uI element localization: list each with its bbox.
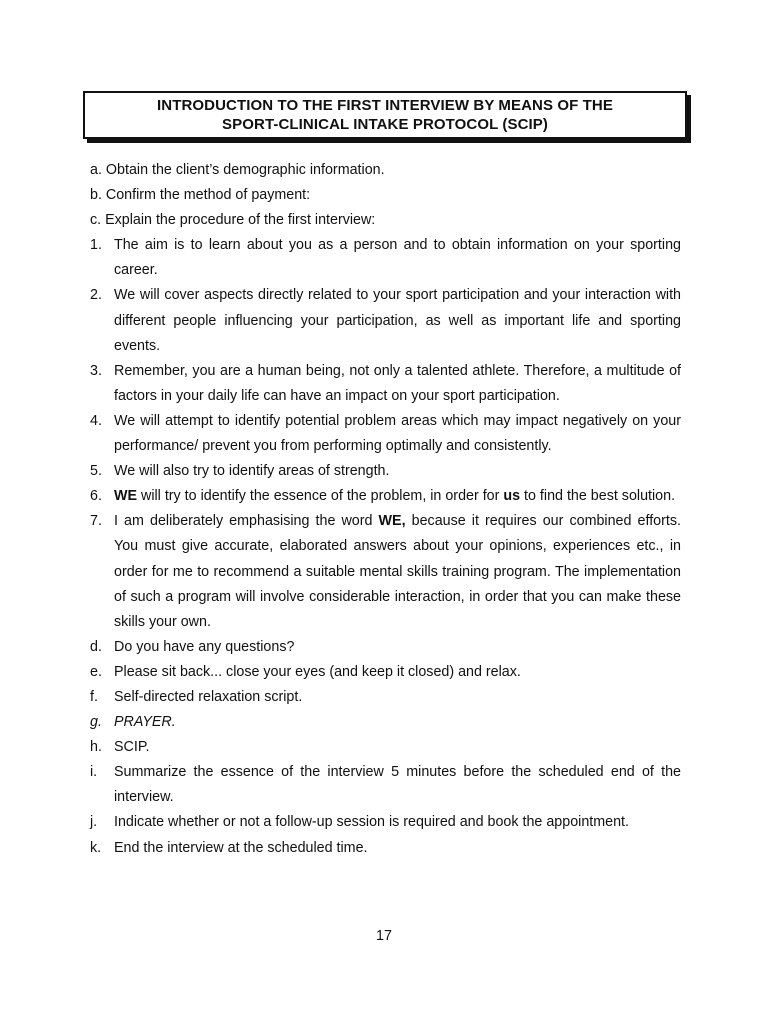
letter-item-i bbox=[90, 760, 681, 810]
letter-item-g bbox=[90, 710, 681, 735]
item-text: Summarize the essence of the interview 5 minutes before the scheduled end of the interview. bbox=[114, 764, 681, 806]
list-item-1 bbox=[90, 233, 681, 283]
letter-item-h bbox=[90, 735, 681, 760]
item-label: 5. bbox=[90, 463, 102, 480]
intro-item-a: a. Obtain the client’s demographic information. bbox=[90, 162, 385, 178]
list-item-3 bbox=[90, 359, 681, 409]
item-text: SCIP. bbox=[114, 739, 150, 756]
item-label: 7. bbox=[90, 513, 102, 530]
item-label: i. bbox=[90, 764, 98, 781]
item-text: Self-directed relaxation script. bbox=[114, 688, 303, 705]
item-text: End the interview at the scheduled time. bbox=[114, 839, 368, 856]
list-item-2 bbox=[90, 283, 681, 358]
intro-item-c: c. Explain the procedure of the first interview: bbox=[90, 212, 376, 229]
title-line-1: INTRODUCTION TO THE FIRST INTERVIEW BY MEANS OF THE bbox=[157, 97, 613, 114]
letter-item-d bbox=[90, 635, 681, 660]
item-label: 1. bbox=[90, 237, 102, 254]
item-label: g. bbox=[90, 714, 102, 731]
item-text: WE will try to identify the essence of the problem, in order for us to find the best solution. bbox=[114, 488, 676, 505]
item-label: 6. bbox=[90, 488, 102, 505]
emphasis-we: WE bbox=[114, 488, 138, 505]
item-label: j. bbox=[90, 814, 98, 831]
item-text: Do you have any questions? bbox=[114, 638, 295, 655]
item-label: k. bbox=[90, 839, 102, 856]
document-body bbox=[90, 158, 681, 861]
emphasis-us: us bbox=[503, 488, 521, 505]
item-text: Remember, you are a human being, not only a talented athlete. Therefore, a multitude of factors in your daily life can have an impact on your sport participation. bbox=[114, 362, 681, 404]
title-box bbox=[83, 91, 687, 139]
letter-item-f bbox=[90, 685, 681, 710]
letter-item-e bbox=[90, 660, 681, 685]
letter-item-k bbox=[90, 836, 681, 861]
item-label: d. bbox=[90, 638, 102, 655]
item-label: 4. bbox=[90, 412, 102, 429]
item-label: h. bbox=[90, 739, 102, 756]
emphasis-we: WE, bbox=[378, 513, 406, 530]
item-label: f. bbox=[90, 688, 98, 705]
item-text: I am deliberately emphasising the word WE, because it requires our combined efforts. You must give accurate, elaborated answers about your opinions, experiences etc., in order for me to recommend a suitable mental skills training program. The implementation of such a program will involve considerable interaction, in order that you can make these skills your own. bbox=[114, 513, 681, 630]
item-text: We will attempt to identify potential problem areas which may impact negatively on your performance/ prevent you from performing optimally and consistently. bbox=[114, 412, 681, 455]
item-text: PRAYER. bbox=[114, 714, 176, 731]
list-item-5 bbox=[90, 459, 681, 484]
letter-item-j bbox=[90, 810, 681, 835]
page-number: 17 bbox=[376, 928, 392, 944]
item-text: We will also try to identify areas of strength. bbox=[114, 463, 390, 480]
list-item-4 bbox=[90, 409, 681, 459]
item-label: 3. bbox=[90, 362, 102, 379]
item-text: We will cover aspects directly related to your sport participation and your interaction with different people influencing your participation, as well as important life and sporting events. bbox=[114, 287, 681, 354]
item-label: e. bbox=[90, 663, 102, 680]
title-line-2: SPORT-CLINICAL INTAKE PROTOCOL (SCIP) bbox=[222, 116, 548, 133]
item-text: Indicate whether or not a follow-up session is required and book the appointment. bbox=[114, 814, 630, 831]
list-item-6 bbox=[90, 484, 681, 509]
item-text: Please sit back... close your eyes (and keep it closed) and relax. bbox=[114, 663, 521, 680]
item-text: The aim is to learn about you as a person and to obtain information on your sporting career. bbox=[114, 237, 681, 279]
item-label: 2. bbox=[90, 287, 102, 304]
list-item-7 bbox=[90, 509, 681, 634]
intro-item-b: b. Confirm the method of payment: bbox=[90, 187, 311, 204]
